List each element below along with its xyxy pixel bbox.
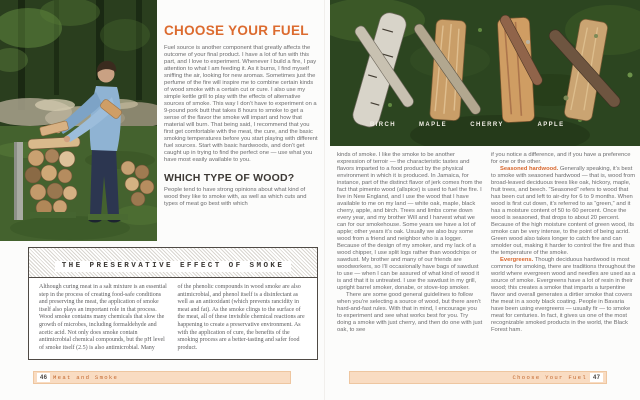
right-page-number: 47 [590,373,603,382]
page-gutter [324,0,325,400]
woodpile-photo [0,0,157,241]
left-footer-label: Meat and Smoke [53,374,119,381]
box-body [29,278,317,359]
box-header-hatched [29,248,317,278]
right-col2-paragraph-evergreens [491,257,636,334]
right-col1-paragraph: kinds of smoke. I like the smoke to be another expression of terroir — the characteristic tastes and flavors imparted to a food product by the physical environment in which it is produced. In Jamaica, for instance, part of the distinct flavor of jerk comes from the fact that pimento wood (allspice) is used to fuel the fire. I live in New England, and I use the wood that I have available to me on my land — white oak, maple, black cherry, apple, and birch. Trees and limbs come down every year, and my brother Will and I harvest what we can for our smokehouse. Some years we have a lot of apple; other years it’s oak. Usually we also buy some wood from a friend and neighbor who is a logger. Because of the design of my smoker, and my lack of a wood chipper, I use split logs rather than woodchips or sawdust. My brother and many of our friends are woodworkers, so I’ll occasionally have bags of sawdust to use — when I can be assured of what kind of wood it is and that it is untreated. I use the sawdust in my grill, upright barrel smoker, donabe, or stove-top smoker. [337,152,483,291]
preservative-effect-box [28,247,318,360]
seasoned-hardwood-text: Generally speaking, it’s best to smoke with seasoned hardwood — that is, wood from broad-leaved deciduous trees like oak, hickory, maple, fruit trees, and beech. “Seasoned” refers to wood that has been cut and left to air-dry for 6 to 9 months. When wood is first cut down, it’s referred to as “green,” and it has a moisture content of 50 to 60 percent. Once the wood is seasoned, that drops to about 20 percent. Because of the high moisture content of green wood, its smoke can be very intense, to the point of being acrid. Green wood also takes longer to catch fire and can smolder out, making it harder to control the fire and thus the temperature of the smoke. [491,166,636,256]
right-column-2 [491,152,636,334]
section-subheading: WHICH TYPE OF WOOD? [164,172,295,184]
box-column-1: Although curing meat in a salt mixture is an essential step in the process of creating food-safe conditions and preserving the meat, the application of smoke itself also plays an important role in that process. Wood smoke contains many chemicals that slow the growth of microbes, including formaldehyde and acetic acid. Not only does smoke contain antimicrobial chemical compounds, but the pH level of smoke itself (2.5) is also antimicrobial. Many [39,284,167,351]
right-footer-label: Choose Your Fuel [512,374,587,381]
right-column-1 [337,152,483,334]
evergreens-lead: Evergreens. [500,257,534,263]
right-col1-paragraph-2: There are some good general guidelines to follow when you’re selecting a source of wood, but there aren’t hard-and-fast rules. With that in mind, I encourage you to experiment and see what works best for you. Try doing a smoke with just cherry, and then do one with just oak, to see [337,292,483,333]
box-column-2: of the phenolic compounds in wood smoke are also antimicrobial, and phenol itself is a disinfectant as well as an antioxidant (which prevents rancidity in meat and fat). As the smoke clings to the surface of the meat, all of these invisible chemical reactions are happening to create a preservative environment. As with the application of cure, the benefits of the smoking process are a better-tasting and safer food product. [177,284,305,351]
box-title: THE PRESERVATIVE EFFECT OF SMOKE [55,261,292,272]
seasoned-hardwood-lead: Seasoned hardwood. [500,166,559,172]
right-col2-paragraph-0: if you notice a difference, and if you have a preference for one or the other. [491,152,631,165]
page-title: CHOOSE YOUR FUEL [164,23,309,38]
wood-label-birch: BIRCH [370,122,396,128]
right-footer-bar [349,371,607,384]
left-footer-bar [33,371,291,384]
intro-paragraph: Fuel source is another component that greatly affects the outcome of your final product. I have a lot of fun with this part, and I love to experiment. Whenever I build a fire, I pay attention to what I am feeding it. As it burns, I find myself sniffing the air, looking for new aromas. Sometimes just the perfume of the fire will inspire me to combine certain kinds of wood smoke with a certain cut or cure. I also use my simple kettle grill to play with the effects of alternative sources of smoke. This way I don’t have to experiment on a 9-pound pork butt that takes 8 hours to smoke to get a sense of the flavor the smoke will impart and how that material will burn. That being said, I recommend that you first get comfortable with the meat, the cure, and the basic smoking temperatures before you start playing with different fuel sources. Start with basic hardwoods, and don’t get caught up in trying to find the perfect one — use what you have most easily available to you. [164,45,318,163]
wood-label-cherry: CHERRY [470,122,504,128]
right-col2-paragraph-seasoned [491,166,636,257]
evergreens-text: Though deciduous hardwood is most common for smoking, there are traditions throughout the world where evergreen wood and needles are used as a source of smoke. Evergreens have a lot of resin in their wood; this creates a smoke that imparts a turpentine flavor and overall generates a dirtier smoke that covers the meat in a sooty black coating. People in Bavaria have been using evergreens — usually fir — to smoke meat for centuries. In fact, it gives us one of the most recognizable smoked products in the world, the Black Forest ham. [491,257,636,333]
left-text-column [164,23,319,208]
wood-label-apple: APPLE [537,122,565,128]
left-page-number: 46 [37,373,50,382]
wood-label-maple: MAPLE [419,122,447,128]
wood-types-photo [330,0,640,146]
subheading-paragraph: People tend to have strong opinions about what kind of wood they like to smoke with, as well as which cuts and types of meat go best with which [164,187,307,207]
